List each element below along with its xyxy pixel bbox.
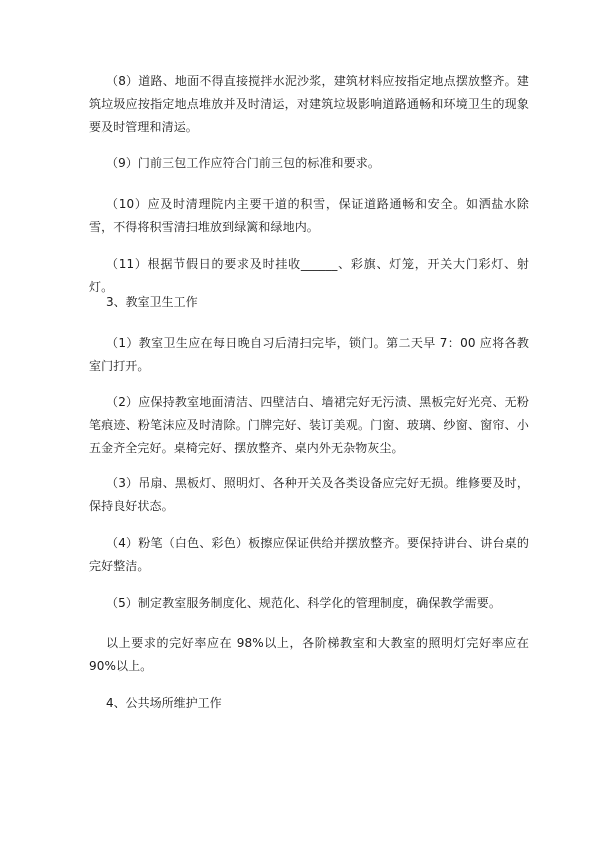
- paragraph-item-11: （11）根据节假日的要求及时挂收______、彩旗、灯笼，开关大门彩灯、射灯。: [89, 257, 529, 294]
- section-heading-classroom-hygiene: 3、教室卫生工作: [106, 295, 198, 309]
- paragraph-item-9: （9）门前三包工作应符合门前三包的标准和要求。: [106, 156, 380, 170]
- classroom-item-4: （4）粉笔（白色、彩色）板擦应保证供给并摆放整齐。要保持讲台、讲台桌的完好整洁。: [89, 536, 529, 573]
- classroom-item-5: （5）制定教室服务制度化、规范化、科学化的管理制度，确保教学需要。: [106, 596, 501, 610]
- classroom-item-1: （1）教室卫生应在每日晚自习后清扫完毕，锁门。第二天早 7：00 应将各教室门打开。: [89, 336, 529, 373]
- section-heading-public-places: 4、公共场所维护工作: [106, 696, 222, 710]
- summary-paragraph: 以上要求的完好率应在 98%以上，各阶梯教室和大教室的照明灯完好率应在 90%以上。: [89, 636, 529, 673]
- paragraph-item-10: （10）应及时清理院内主要干道的积雪，保证道路通畅和安全。如洒盐水除雪，不得将积雪清扫堆放到绿篱和绿地内。: [89, 197, 529, 234]
- classroom-item-2: （2）应保持教室地面清洁、四壁洁白、墙裙完好无污渍、黑板完好光亮、无粉笔痕迹、粉笔沫应及时清除。门牌完好、装订美观。门窗、玻璃、纱窗、窗帘、小五金齐全完好。桌椅完好、摆放整齐、桌内外无杂物灰尘。: [89, 395, 529, 455]
- classroom-item-3: （3）吊扇、黑板灯、照明灯、各种开关及各类设备应完好无损。维修要及时，保持良好状态。: [89, 476, 529, 513]
- paragraph-item-8: （8）道路、地面不得直接搅拌水泥沙浆，建筑材料应按指定地点摆放整齐。建筑垃圾应按指定地点堆放并及时清运，对建筑垃圾影响道路通畅和环境卫生的现象要及时管理和清运。: [89, 74, 529, 134]
